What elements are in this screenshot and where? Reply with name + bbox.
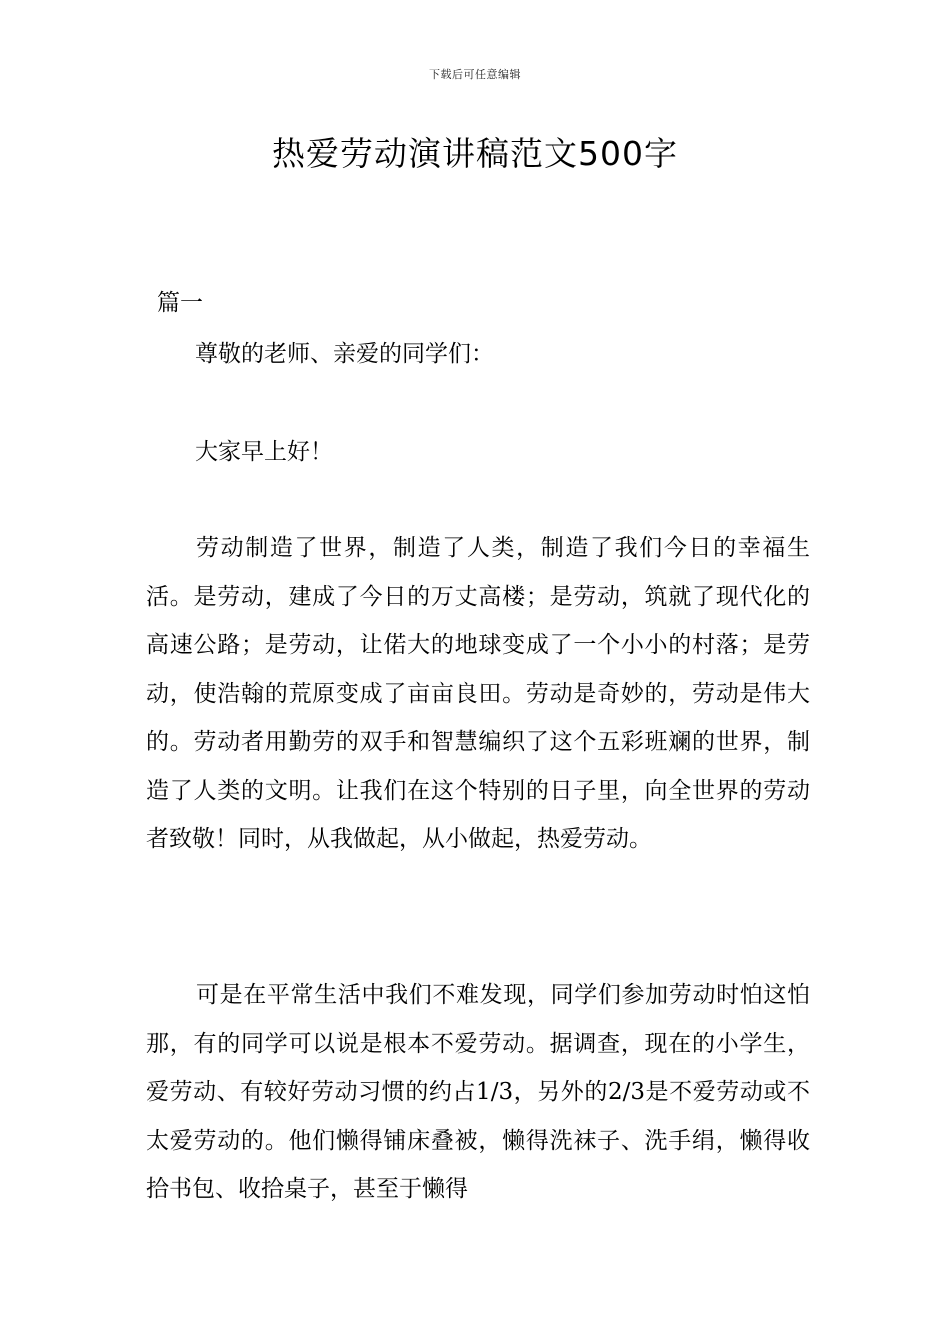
header-note: 下载后可任意编辑 [429,68,521,81]
section-label: 篇一 [157,290,203,316]
document-title: 热爱劳动演讲稿范文500字 [272,134,678,173]
body-paragraph: 可是在平常生活中我们不难发现，同学们参加劳动时怕这怕那，有的同学可以说是根本不爱劳动。据调查，现在的小学生，爱劳动、有较好劳动习惯的约占1/3，另外的2/3是不爱劳动或不太爱劳动的。他们懒得铺床叠被，懒得洗袜子、洗手绢，懒得收拾书包、收拾桌子，甚至于懒得 [146,982,810,1202]
opening-line: 大家早上好！ [195,439,333,465]
body-paragraph: 劳动制造了世界，制造了人类，制造了我们今日的幸福生活。是劳动，建成了今日的万丈高楼；是劳动，筑就了现代化的高速公路；是劳动，让偌大的地球变成了一个小小的村落；是劳动，使浩翰的荒原变成了亩亩良田。劳动是奇妙的，劳动是伟大的。劳动者用勤劳的双手和智慧编织了这个五彩班斓的世界，制造了人类的文明。让我们在这个特别的日子里，向全世界的劳动者致敬！同时，从我做起，从小做起，热爱劳动。 [146,535,810,852]
greeting-line: 尊敬的老师、亲爱的同学们： [195,341,494,367]
